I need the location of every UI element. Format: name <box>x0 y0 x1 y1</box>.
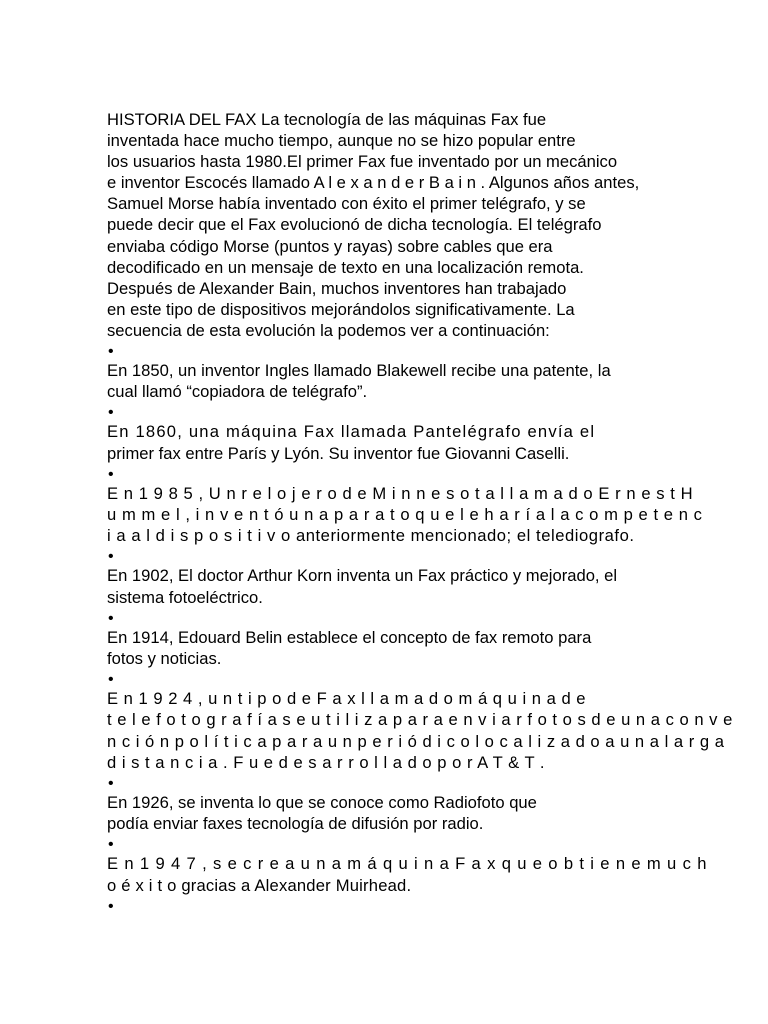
bullet-icon: • <box>108 897 114 915</box>
entry-line: t e l e f o t o g r a f í a s e u t i l i z a p a r a e n v i a r f o t o s d e u n a c o n v e <box>107 710 733 730</box>
entry-line: sistema fotoeléctrico. <box>107 587 263 607</box>
entry-line: podía enviar faxes tecnología de difusión por radio. <box>107 814 484 834</box>
intro-line: inventada hace mucho tiempo, aunque no se hizo popular entre <box>107 131 576 151</box>
entry-1947 <box>107 853 708 895</box>
entry-1860 <box>107 421 664 463</box>
entry-1914 <box>107 627 664 669</box>
bullet-icon: • <box>108 775 114 793</box>
intro-line: enviaba código Morse (puntos y rayas) sobre cables que era <box>107 236 553 256</box>
entry-line: i a a l d i s p o s i t i v o anteriormente mencionado; el telediografo. <box>107 526 635 546</box>
intro-line: Samuel Morse había inventado con éxito el primer telégrafo, y se <box>107 194 586 214</box>
intro-line: HISTORIA DEL FAX La tecnología de las máquinas Fax fue <box>107 110 547 129</box>
entry-line: En 1914, Edouard Belin establece el concepto de fax remoto para <box>107 627 592 647</box>
intro-line: puede decir que el Fax evolucionó de dicha tecnología. El telégrafo <box>107 215 602 235</box>
entry-line: E n 1 9 8 5 , U n r e l o j e r o d e M i n n e s o t a l l a m a d o E r n e s t H <box>107 483 694 503</box>
bullet-icon: • <box>108 404 114 422</box>
bullet-icon: • <box>108 465 114 483</box>
entry-line: E n 1 9 4 7 , s e c r e a u n a m á q u i n a F a x q u e o b t i e n e m u c h <box>107 854 708 874</box>
bullet-icon: • <box>108 836 114 854</box>
entry-line: En 1926, se inventa lo que se conoce como Radiofoto que <box>107 793 537 813</box>
bullet-icon: • <box>108 548 114 566</box>
intro-paragraph <box>107 109 664 341</box>
intro-line: secuencia de esta evolución la podemos ver a continuación: <box>107 320 550 340</box>
entry-1926 <box>107 792 664 834</box>
entry-line: o é x i t o gracias a Alexander Muirhead. <box>107 875 412 895</box>
entry-1902 <box>107 565 664 607</box>
entry-line: n c i ó n p o l í t i c a p a r a u n p e r i ó d i c o l o c a l i z a d o a u n a l a r g a <box>107 731 725 751</box>
entry-1924 <box>107 688 733 773</box>
entry-line: En 1902, El doctor Arthur Korn inventa un Fax práctico y mejorado, el <box>107 566 618 586</box>
entry-line: cual llamó “copiadora de telégrafo”. <box>107 382 368 402</box>
entry-line: d i s t a n c i a . F u e d e s a r r o l l a d o p o r A T & T . <box>107 752 546 772</box>
entry-line: En 1860, una máquina Fax llamada Pantelégrafo envía el <box>107 422 596 442</box>
intro-line: Después de Alexander Bain, muchos inventores han trabajado <box>107 278 567 298</box>
entry-line: primer fax entre París y Lyón. Su inventor fue Giovanni Caselli. <box>107 443 570 463</box>
entry-1850 <box>107 360 664 402</box>
intro-line: decodificado en un mensaje de texto en una localización remota. <box>107 257 584 277</box>
entry-line: fotos y noticias. <box>107 649 222 669</box>
entry-1985 <box>107 483 703 547</box>
intro-line: en este tipo de dispositivos mejorándolos significativamente. La <box>107 299 575 319</box>
intro-line: los usuarios hasta 1980.El primer Fax fue inventado por un mecánico <box>107 152 618 172</box>
bullet-icon: • <box>108 343 114 361</box>
bullet-icon: • <box>108 609 114 627</box>
entry-line: u m m e l , i n v e n t ó u n a p a r a t o q u e l e h a r í a l a c o m p e t e n c <box>107 505 703 525</box>
entry-line: E n 1 9 2 4 , u n t i p o d e F a x l l a m a d o m á q u i n a d e <box>107 689 587 709</box>
intro-line: e inventor Escocés llamado A l e x a n d e r B a i n . Algunos años antes, <box>107 173 640 193</box>
entry-line: En 1850, un inventor Ingles llamado Blakewell recibe una patente, la <box>107 361 611 381</box>
bullet-icon: • <box>108 671 114 689</box>
